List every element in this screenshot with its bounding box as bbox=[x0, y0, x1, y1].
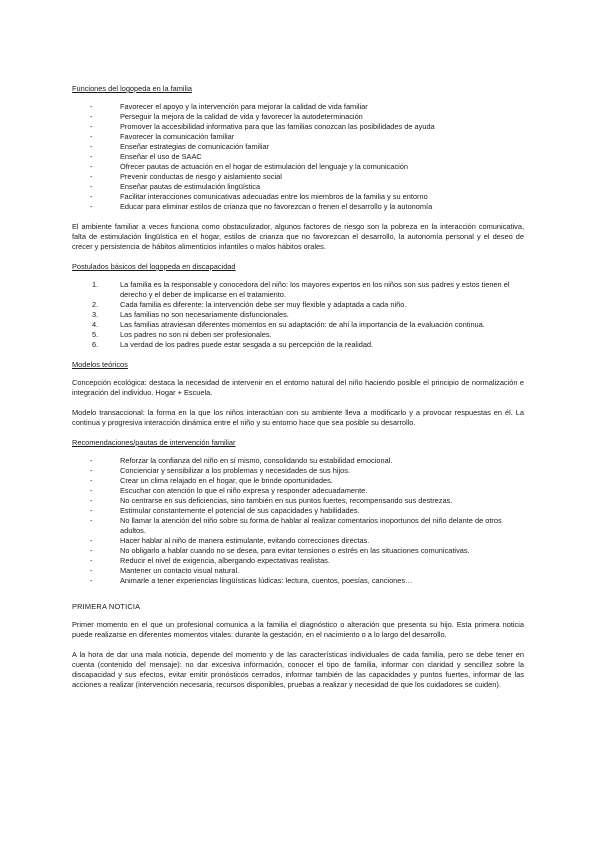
list-item: - Enseñar pautas de estimulación lingüística bbox=[72, 182, 524, 192]
paragraph-mala-noticia: A la hora de dar una mala noticia, depende del momento y de las características individuales de cada familia, pero se debe tener en cuenta (contenido del mensaje): no dar excesiva información, conocer el tipo de familia, informar con claridad y sencillez sobre la discapacidad y sus efectos, evitar emitir pronósticos cerrados, informar también de las capacidades y puntos fuertes, informar de las acciones a realizar (intervención necesaria, recursos disponibles, pruebas a realizar y necesidad de que los cuidadores se cuiden). bbox=[72, 650, 524, 689]
list-item: - No llamar la atención del niño sobre su forma de hablar al realizar comentarios inoportunos del niño delante de otros adultos. bbox=[72, 516, 524, 536]
list-item: - Promover la accesibilidad informativa para que las familias conozcan las posibilidades de ayuda bbox=[72, 122, 524, 132]
list-item: - No obligarlo a hablar cuando no se desea, para evitar tensiones o estrés en las situaciones comunicativas. bbox=[72, 546, 524, 556]
list-item: - Mantener un contacto visual natural. bbox=[72, 566, 524, 576]
paragraph-ambiente-familiar: El ambiente familiar a veces funciona como obstaculizador, algunos factores de riesgo son la pobreza en la interacción comunicativa, falta de estimulación lingüística en el hogar, estilos de crianza que no favorezcan el desarrollo, la autonomía personal y el deseo de crecer y persistencia de hábitos alimenticios infantiles o malos hábitos orales. bbox=[72, 222, 524, 251]
document-body bbox=[72, 84, 524, 700]
item-text: Las familias atraviesan diferentes momentos en su adaptación: de ahí la importancia de la evaluación continua. bbox=[120, 320, 485, 329]
list-item bbox=[72, 320, 524, 330]
list-item: - Hacer hablar al niño de manera estimulante, evitando correcciones directas. bbox=[72, 536, 524, 546]
item-text: Los padres no son ni deben ser profesionales. bbox=[120, 330, 272, 339]
item-number: 4. bbox=[92, 320, 99, 329]
list-item bbox=[72, 300, 524, 310]
list-item: - Reforzar la confianza del niño en sí mismo, consolidando su estabilidad emocional. bbox=[72, 456, 524, 466]
list-item: - Concienciar y sensibilizar a los problemas y necesidades de sus hijos. bbox=[72, 466, 524, 476]
section-heading-postulados: Postulados básicos del logopeda en discapacidad bbox=[72, 262, 236, 271]
list-item: - Perseguir la mejora de la calidad de vida y favorecer la autodeterminación bbox=[72, 112, 524, 122]
list-item bbox=[72, 330, 524, 340]
funciones-list bbox=[72, 102, 524, 212]
item-number: 3. bbox=[92, 310, 99, 319]
list-item bbox=[72, 280, 524, 300]
list-item: - Animarle a tener experiencias lingüísticas lúdicas: lectura, cuentos, poesías, canciones… bbox=[72, 576, 524, 586]
paragraph-primera-noticia-definicion: Primer momento en el que un profesional comunica a la familia el diagnóstico o alteración que presenta su hijo. Esta primera noticia puede realizarse en diferentes momentos vitales: durante la gestación, en el nacimiento o a lo largo del desarrollo. bbox=[72, 620, 524, 639]
section-heading-funciones: Funciones del logopeda en la familia bbox=[72, 84, 192, 93]
item-number: 5. bbox=[92, 330, 99, 339]
item-number: 6. bbox=[92, 340, 99, 349]
recomendaciones-list bbox=[72, 456, 524, 586]
postulados-list bbox=[72, 280, 524, 350]
section-heading-recomendaciones: Recomendaciones/pautas de intervención familiar bbox=[72, 438, 236, 447]
list-item: - Prevenir conductas de riesgo y aislamiento social bbox=[72, 172, 524, 182]
list-item: - Reducir el nivel de exigencia, albergando expectativas realistas. bbox=[72, 556, 524, 566]
list-item: - Enseñar estrategias de comunicación familiar bbox=[72, 142, 524, 152]
list-item: - Ofrecer pautas de actuación en el hogar de estimulación del lenguaje y la comunicación bbox=[72, 162, 524, 172]
list-item: - Escuchar con atención lo que el niño expresa y responder adecuadamente. bbox=[72, 486, 524, 496]
item-number: 2. bbox=[92, 300, 99, 309]
list-item bbox=[72, 340, 524, 350]
list-item: - Crear un clima relajado en el hogar, que le brinde oportunidades. bbox=[72, 476, 524, 486]
list-item: - Facilitar interacciones comunicativas adecuadas entre los miembros de la familia y su entorno bbox=[72, 192, 524, 202]
item-text: Cada familia es diferente: la intervención debe ser muy flexible y adaptada a cada niño. bbox=[120, 300, 407, 309]
paragraph-modelo-transaccional: Modelo transaccional: la forma en la que los niños interactúan con su ambiente lleva a modificarlo y a provocar respuestas en él. La continua y progresiva interacción dinámica entre el niño y su entorno hace que sea posible su desarrollo. bbox=[72, 408, 524, 427]
list-item: - Estimular constantemente el potencial de sus capacidades y habilidades. bbox=[72, 506, 524, 516]
item-text: La verdad de los padres puede estar sesgada a su percepción de la realidad. bbox=[120, 340, 374, 349]
list-item: - Enseñar el uso de SAAC bbox=[72, 152, 524, 162]
paragraph-concepcion-ecologica: Concepción ecológica: destaca la necesidad de intervenir en el entorno natural del niño haciendo posible el principio de normalización e integración del individuo. Hogar + Escuela. bbox=[72, 378, 524, 397]
list-item: - No centrarse en sus deficiencias, sino también en sus puntos fuertes, recompensando sus destrezas. bbox=[72, 496, 524, 506]
item-text: Las familias no son necesariamente disfuncionales. bbox=[120, 310, 289, 319]
item-number: 1. bbox=[92, 280, 99, 289]
list-item: - Educar para eliminar estilos de crianza que no favorezcan o frenen el desarrollo y la autonomía bbox=[72, 202, 524, 212]
list-item bbox=[72, 310, 524, 320]
list-item: - Favorecer la comunicación familiar bbox=[72, 132, 524, 142]
list-item: - Favorecer el apoyo y la intervención para mejorar la calidad de vida familiar bbox=[72, 102, 524, 112]
section-heading-primera-noticia: PRIMERA NOTICIA bbox=[72, 602, 141, 611]
item-text: La familia es la responsable y conocedora del niño: los mayores expertos en los niños son sus padres y estos tienen el derecho y el deber de implicarse en el tratamiento. bbox=[120, 280, 510, 299]
section-heading-modelos: Modelos teóricos bbox=[72, 360, 128, 369]
